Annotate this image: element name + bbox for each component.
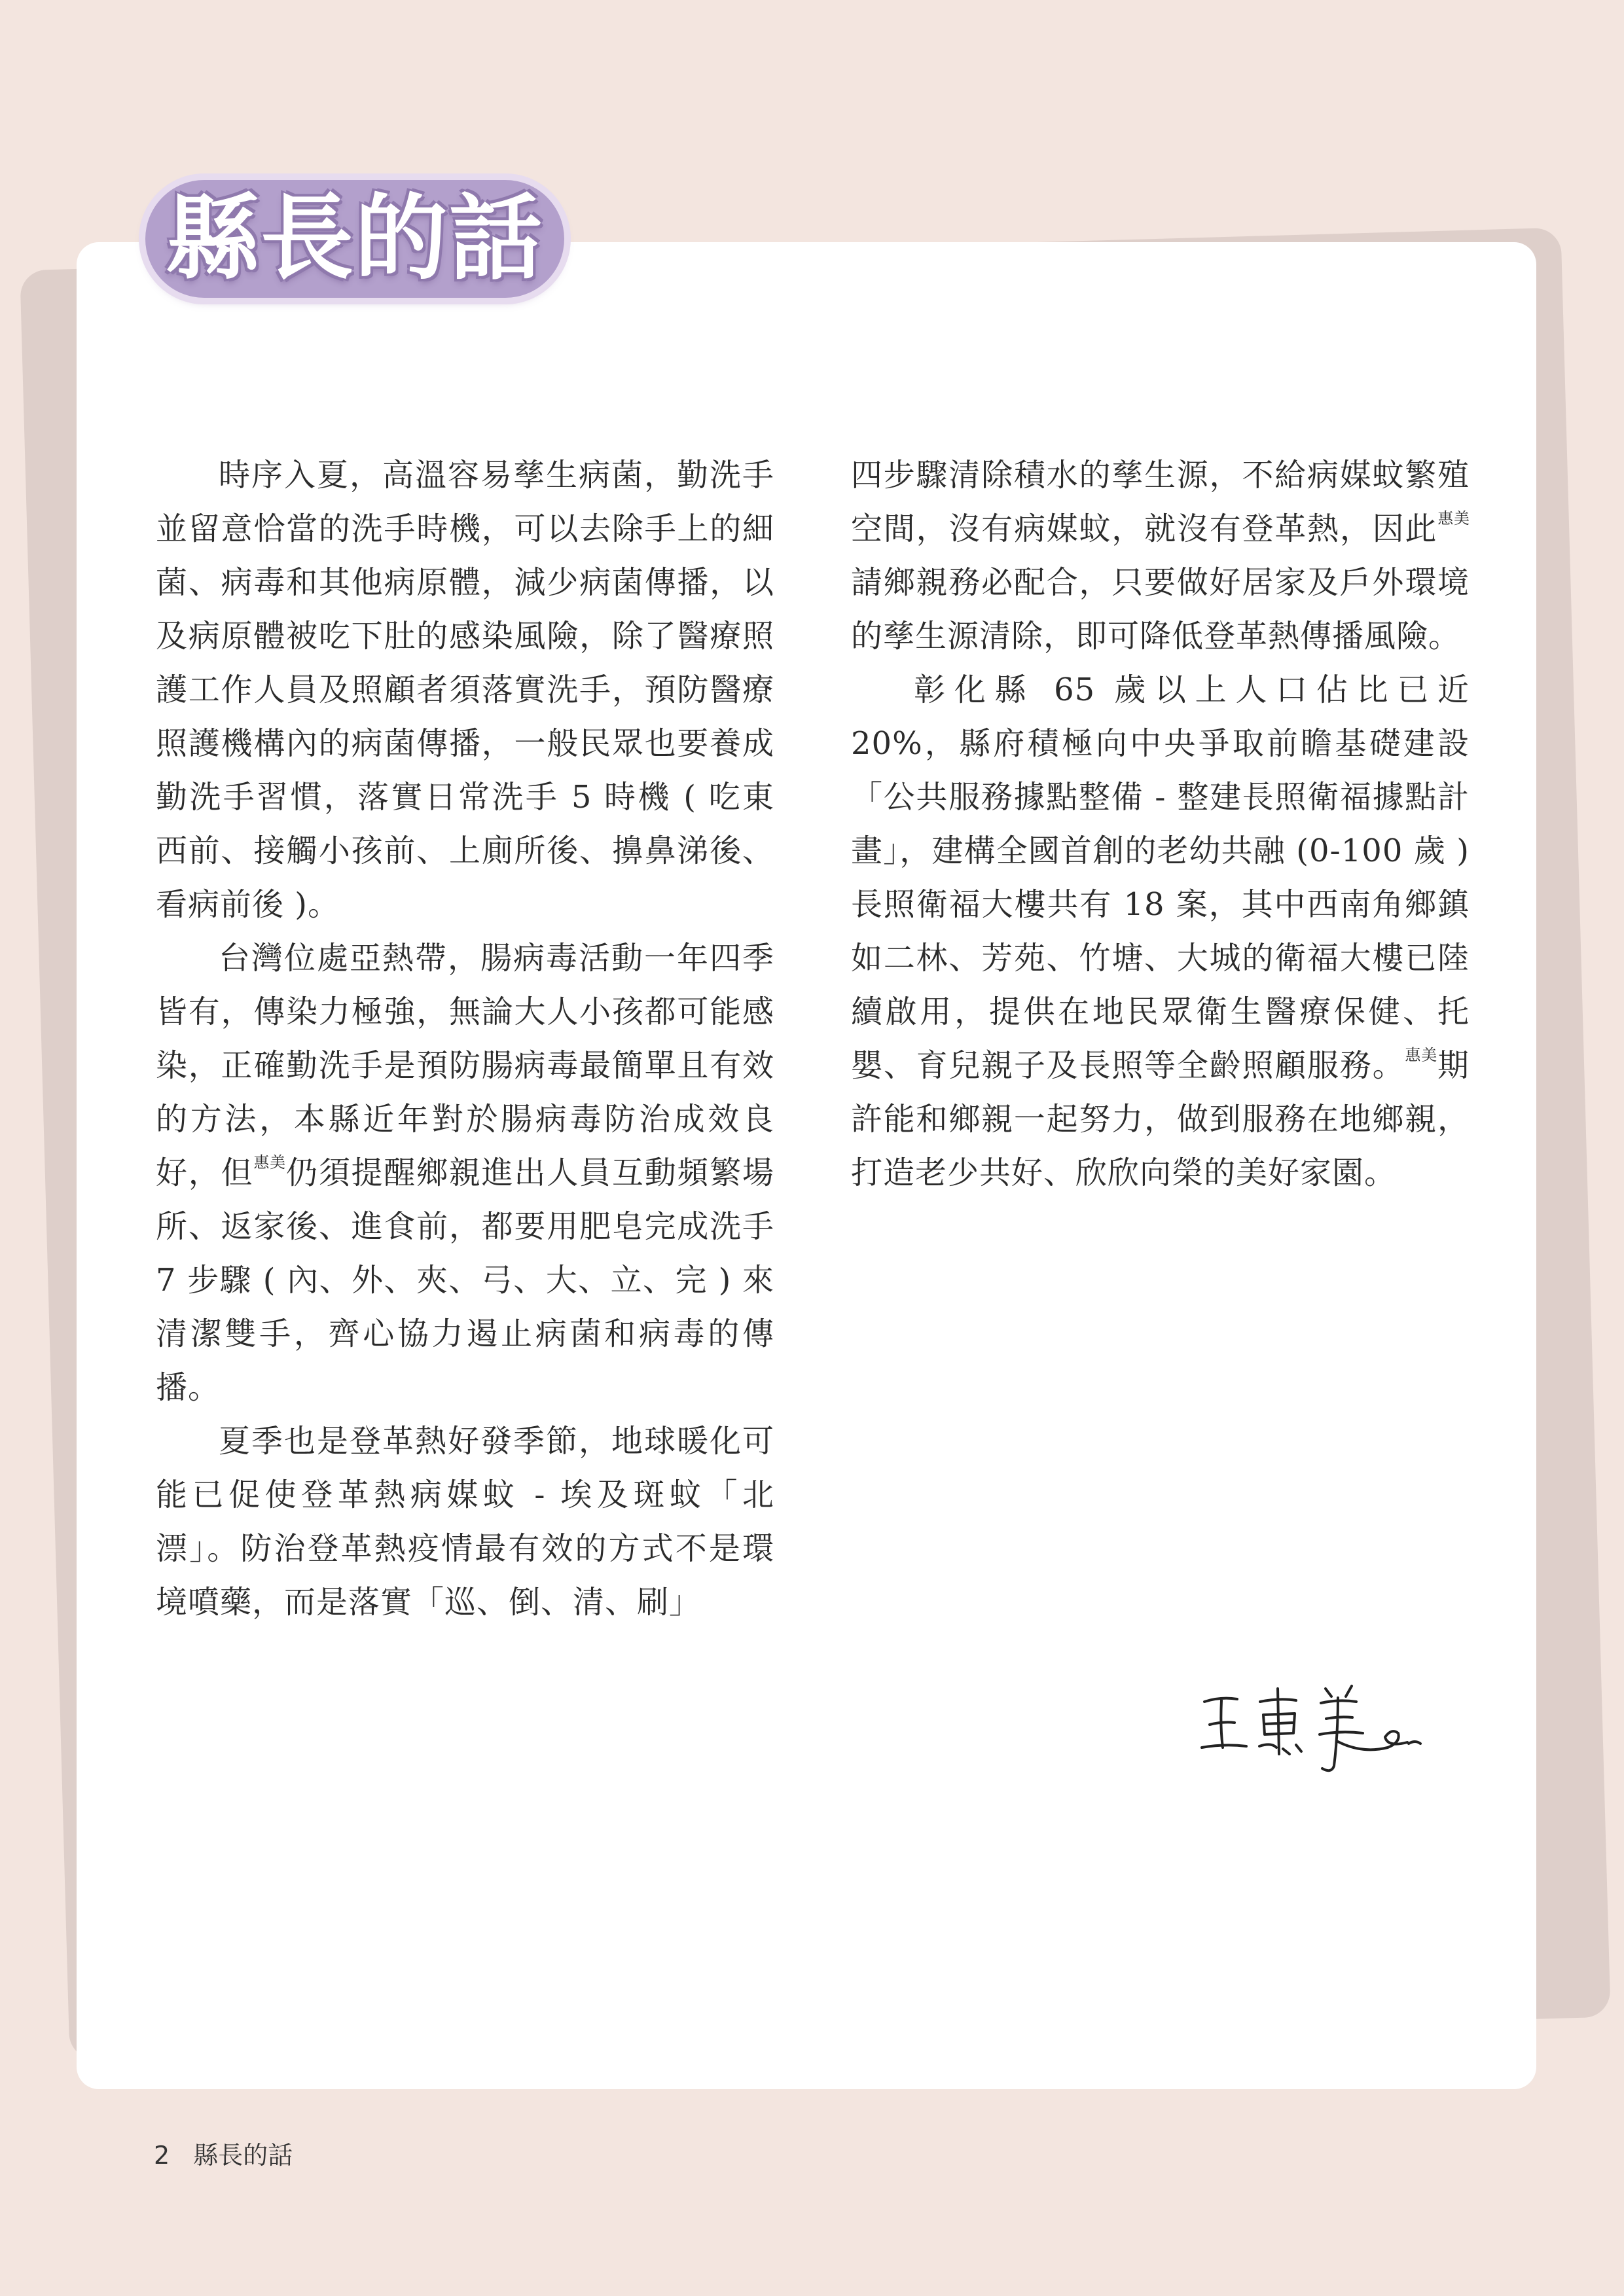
- footer-section-title: 縣長的話: [193, 2141, 293, 2170]
- superscript-name: 惠美: [1405, 1046, 1437, 1064]
- article-right-column: [851, 448, 1470, 1200]
- page-title: 縣長的話: [166, 185, 543, 293]
- paragraph-dengue: 夏季也是登革熱好發季節，地球暖化可能已促使登革熱病媒蚊 - 埃及斑蚊「北漂」。防治登革熱疫情最有效的方式不是環境噴藥，而是落實「巡、倒、清、刷」: [156, 1423, 774, 1621]
- paragraph-text: 期許能和鄉親一起努力，做到服務在地鄉親，打造老少共好、欣欣向榮的美好家園。: [851, 1047, 1470, 1191]
- title-badge: [145, 180, 564, 298]
- superscript-name: 惠美: [1437, 509, 1470, 528]
- article-left-column: [156, 448, 774, 1629]
- superscript-name: 惠美: [253, 1153, 286, 1172]
- paragraph-text: 請鄉親務必配合，只要做好居家及戶外環境的孳生源清除，即可降低登革熱傳播風險。: [851, 564, 1470, 655]
- handwritten-signature: [1191, 1656, 1440, 1787]
- paragraph-dengue-continued: [851, 448, 1470, 663]
- paragraph-text: 四步驟清除積水的孳生源，不給病媒蚊繁殖空間，沒有病媒蚊，就沒有登革熱，因此: [851, 457, 1470, 547]
- paragraph-text: 台灣位處亞熱帶，腸病毒活動一年四季皆有，傳染力極強，無論大人小孩都可能感染，正確勤洗手是預防腸病毒最簡單且有效的方法，本縣近年對於腸病毒防治成效良好，但: [156, 940, 774, 1191]
- page-number: 2: [154, 2141, 170, 2170]
- paragraph-handwashing: 時序入夏，高溫容易孳生病菌，勤洗手並留意恰當的洗手時機，可以去除手上的細菌、病毒和其他病原體，減少病菌傳播，以及病原體被吃下肚的感染風險，除了醫療照護工作人員及照顧者須落實洗手，預防醫療照護機構內的病菌傳播，一般民眾也要養成勤洗手習慣，落實日常洗手 5 時機 ( 吃東西前、接觸小孩前、上廁所後、擤鼻涕後、看病前後 )。: [156, 457, 774, 923]
- paragraph-text: 彰化縣 65 歲以上人口佔比已近 20%，縣府積極向中央爭取前瞻基礎建設「公共服務據點整備 - 整建長照衛福據點計畫」，建構全國首創的老幼共融 (0-100 歲 ) 長照衛福大樓共有 18 案，其中西南角鄉鎮如二林、芳苑、竹塘、大城的衛福大樓已陸續啟用，提供在地民眾衛生醫療保健、托嬰、育兒親子及長照等全齡照顧服務。: [851, 672, 1470, 1084]
- paragraph-enterovirus: [156, 931, 774, 1414]
- paragraph-text: 仍須提醒鄉親進出人員互動頻繁場所、返家後、進食前，都要用肥皂完成洗手 7 步驟 ( 內、外、夾、弓、大、立、完 ) 來清潔雙手，齊心協力遏止病菌和病毒的傳播。: [156, 1155, 774, 1406]
- page-footer: [154, 2135, 293, 2171]
- paragraph-long-term-care: [851, 663, 1470, 1200]
